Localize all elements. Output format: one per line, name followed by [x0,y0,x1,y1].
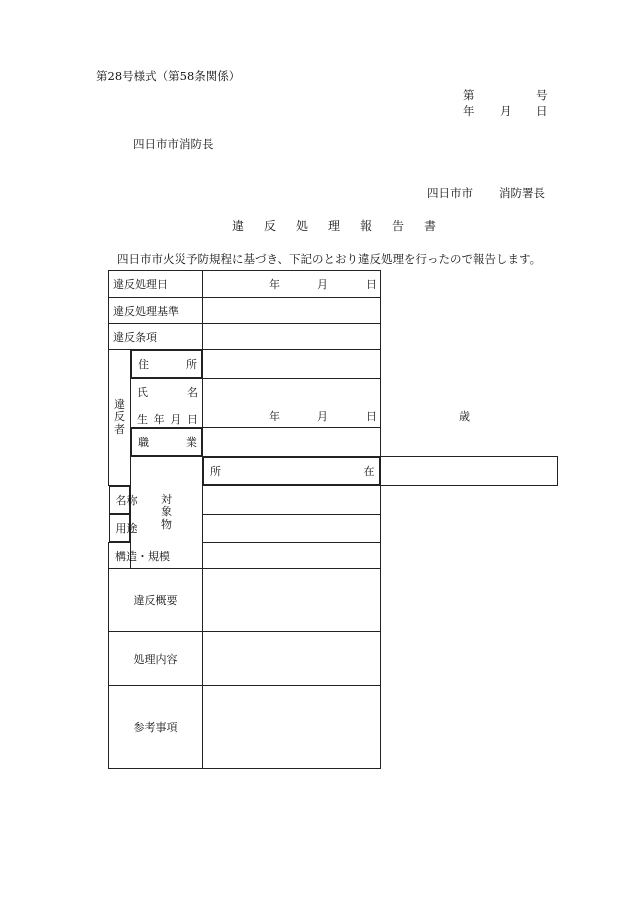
violation-date-year: 年 [269,278,280,291]
number-prefix: 第 [463,88,475,102]
violation-date-field[interactable] [203,271,381,298]
title-char: 反 [264,219,277,233]
row-action-details [109,632,558,686]
reference-notes-label: 参考事項 [109,686,203,769]
violation-clause-label: 違反条項 [109,324,203,350]
object-use-label: 用 途 [109,514,131,542]
title-char: 違 [232,219,245,233]
row-violation-date [109,271,558,298]
action-details-label: 処理内容 [109,632,203,686]
reference-notes-field[interactable] [203,686,381,769]
violator-birth-label: 生 年 月 日 [137,413,198,426]
row-violator-address [109,350,558,379]
sender-city: 四日市市 [427,186,473,200]
violation-summary-label: 違反概要 [109,569,203,632]
title-char: 告 [392,219,405,233]
title-char: 処 [296,219,309,233]
violation-date-label: 違反処理日 [109,271,203,298]
violator-name-label: 氏 名 [137,386,198,399]
violation-date-month: 月 [317,278,328,291]
birth-year: 年 [269,410,280,423]
date-day: 日 [536,104,548,118]
title-char: 書 [424,219,437,233]
birth-month: 月 [317,410,328,423]
violator-occupation-field[interactable] [203,428,381,457]
violator-name-birth-label [131,379,203,428]
row-violator-name [109,379,558,428]
row-violator-occupation [109,428,558,457]
number-suffix: 号 [536,88,548,102]
processing-basis-label: 違反処理基準 [109,298,203,324]
object-name-label: 名 称 [109,486,131,514]
date-year: 年 [463,104,475,118]
title-char: 理 [328,219,341,233]
row-violation-summary [109,569,558,632]
title-char: 報 [360,219,373,233]
violator-address-field[interactable] [203,350,381,379]
violation-clause-field[interactable] [203,324,381,350]
object-name-field[interactable] [203,486,381,515]
object-group-label: 対 象 物 [131,457,203,569]
action-details-field[interactable] [203,632,381,686]
object-use-field[interactable] [203,514,381,543]
row-object-location [109,457,558,486]
form-number: 第28号様式（第58条関係） [96,69,241,83]
birth-day: 日 [366,410,377,423]
age-unit: 歳 [459,410,470,423]
row-processing-basis [109,298,558,324]
object-location-label: 所 在 [203,457,380,485]
violation-date-day: 日 [366,278,377,291]
report-table [108,270,558,769]
intro-text: 四日市市火災予防規程に基づき、下記のとおり違反処理を行ったので報告します。 [117,252,542,266]
date-month: 月 [500,104,512,118]
violator-address-label: 住 所 [131,350,202,378]
object-structure-label: 構造・規模 [109,543,131,569]
sender-title: 消防署長 [499,186,545,200]
object-structure-field[interactable] [203,543,381,569]
violation-summary-field[interactable] [203,569,381,632]
addressee: 四日市市消防長 [133,137,214,151]
row-reference-notes [109,686,558,769]
row-violation-clause [109,324,558,350]
violator-group-label: 違 反 者 [109,350,131,486]
violator-occupation-label: 職 業 [131,428,202,456]
object-location-field[interactable] [380,457,558,486]
violator-name-birth-field[interactable] [203,379,470,428]
processing-basis-field[interactable] [203,298,381,324]
